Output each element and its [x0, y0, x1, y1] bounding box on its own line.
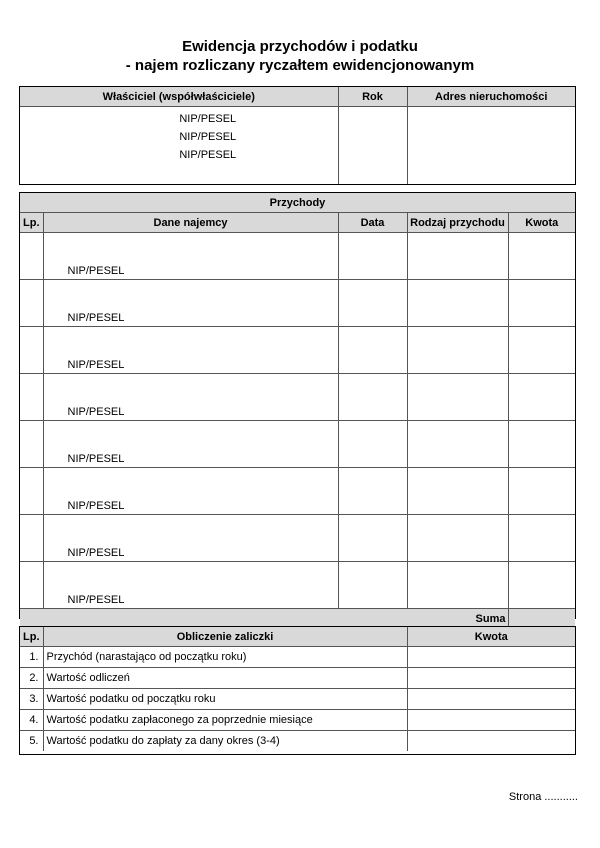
calc-row-label: Wartość podatku do zapłaty za dany okres (3-4)	[43, 731, 407, 752]
calc-row-number: 4.	[20, 710, 43, 731]
calc-amount-cell[interactable]	[407, 647, 575, 668]
address-header: Adres nieruchomości	[407, 87, 575, 107]
amount-cell[interactable]	[508, 421, 575, 468]
calc-row	[20, 668, 575, 689]
owner-cell[interactable]	[20, 107, 338, 185]
income-type-cell[interactable]	[407, 280, 508, 327]
amount-cell[interactable]	[508, 562, 575, 609]
amount-cell[interactable]	[508, 327, 575, 374]
date-cell[interactable]	[338, 562, 407, 609]
income-row	[20, 468, 575, 515]
lp-cell[interactable]	[20, 515, 43, 562]
calc-amount-header: Kwota	[407, 627, 575, 647]
calc-row-number: 5.	[20, 731, 43, 752]
tenant-cell[interactable]: NIP/PESEL	[43, 421, 338, 468]
date-cell[interactable]	[338, 374, 407, 421]
income-type-cell[interactable]	[407, 327, 508, 374]
year-cell[interactable]	[338, 107, 407, 185]
tenant-cell[interactable]: NIP/PESEL	[43, 374, 338, 421]
income-section-title: Przychody	[20, 193, 575, 213]
income-type-cell[interactable]	[407, 421, 508, 468]
calc-row-number: 3.	[20, 689, 43, 710]
income-row	[20, 374, 575, 421]
owner-nip-label: NIP/PESEL	[179, 131, 237, 143]
tenant-cell[interactable]: NIP/PESEL	[43, 327, 338, 374]
income-type-cell[interactable]	[407, 515, 508, 562]
lp-cell[interactable]	[20, 562, 43, 609]
income-type-cell[interactable]	[407, 233, 508, 280]
income-type-cell[interactable]	[407, 468, 508, 515]
owner-table	[19, 86, 576, 185]
address-cell[interactable]	[407, 107, 575, 185]
calc-table	[19, 626, 576, 755]
tenant-cell[interactable]: NIP/PESEL	[43, 515, 338, 562]
calc-row-label: Wartość odliczeń	[43, 668, 407, 689]
income-row	[20, 421, 575, 468]
calc-row-label: Przychód (narastająco od początku roku)	[43, 647, 407, 668]
lp-cell[interactable]	[20, 233, 43, 280]
title-line-1: Ewidencja przychodów i podatku	[182, 38, 418, 55]
amount-cell[interactable]	[508, 374, 575, 421]
amount-header: Kwota	[508, 213, 575, 233]
lp-cell[interactable]	[20, 280, 43, 327]
tenant-cell[interactable]: NIP/PESEL	[43, 233, 338, 280]
owner-nip-label: NIP/PESEL	[179, 113, 237, 125]
income-table	[19, 192, 576, 625]
tenant-cell[interactable]: NIP/PESEL	[43, 468, 338, 515]
calc-amount-cell[interactable]	[407, 689, 575, 710]
calc-row	[20, 731, 575, 752]
calc-amount-cell[interactable]	[407, 731, 575, 752]
calc-lp-header: Lp.	[20, 627, 43, 647]
calc-row	[20, 647, 575, 668]
date-cell[interactable]	[338, 421, 407, 468]
date-cell[interactable]	[338, 233, 407, 280]
date-cell[interactable]	[338, 468, 407, 515]
lp-cell[interactable]	[20, 374, 43, 421]
date-header: Data	[338, 213, 407, 233]
calc-row-label: Wartość podatku zapłaconego za poprzednie miesiące	[43, 710, 407, 731]
income-row	[20, 280, 575, 327]
calc-row	[20, 689, 575, 710]
calc-amount-cell[interactable]	[407, 668, 575, 689]
calc-row-number: 1.	[20, 647, 43, 668]
tenant-cell[interactable]: NIP/PESEL	[43, 280, 338, 327]
date-cell[interactable]	[338, 280, 407, 327]
income-row	[20, 233, 575, 280]
document-title	[0, 37, 600, 75]
sum-label: Suma	[20, 609, 508, 629]
amount-cell[interactable]	[508, 468, 575, 515]
income-row	[20, 515, 575, 562]
income-type-cell[interactable]	[407, 562, 508, 609]
calc-row	[20, 710, 575, 731]
income-row	[20, 327, 575, 374]
year-header: Rok	[338, 87, 407, 107]
lp-cell[interactable]	[20, 421, 43, 468]
lp-cell[interactable]	[20, 468, 43, 515]
calc-amount-cell[interactable]	[407, 710, 575, 731]
lp-cell[interactable]	[20, 327, 43, 374]
amount-cell[interactable]	[508, 233, 575, 280]
tenant-cell[interactable]: NIP/PESEL	[43, 562, 338, 609]
owner-nip-label: NIP/PESEL	[179, 149, 237, 161]
income-type-cell[interactable]	[407, 374, 508, 421]
owner-header: Właściciel (współwłaściciele)	[20, 87, 338, 107]
amount-cell[interactable]	[508, 515, 575, 562]
lp-header: Lp.	[20, 213, 43, 233]
date-cell[interactable]	[338, 515, 407, 562]
calc-header: Obliczenie zaliczki	[43, 627, 407, 647]
page-number-label: Strona ...........	[508, 791, 578, 803]
amount-cell[interactable]	[508, 280, 575, 327]
tenant-header: Dane najemcy	[43, 213, 338, 233]
income-row	[20, 562, 575, 609]
income-type-header: Rodzaj przychodu	[407, 213, 508, 233]
title-line-2: - najem rozliczany ryczałtem ewidencjonowanym	[125, 57, 475, 74]
calc-row-number: 2.	[20, 668, 43, 689]
date-cell[interactable]	[338, 327, 407, 374]
calc-row-label: Wartość podatku od początku roku	[43, 689, 407, 710]
